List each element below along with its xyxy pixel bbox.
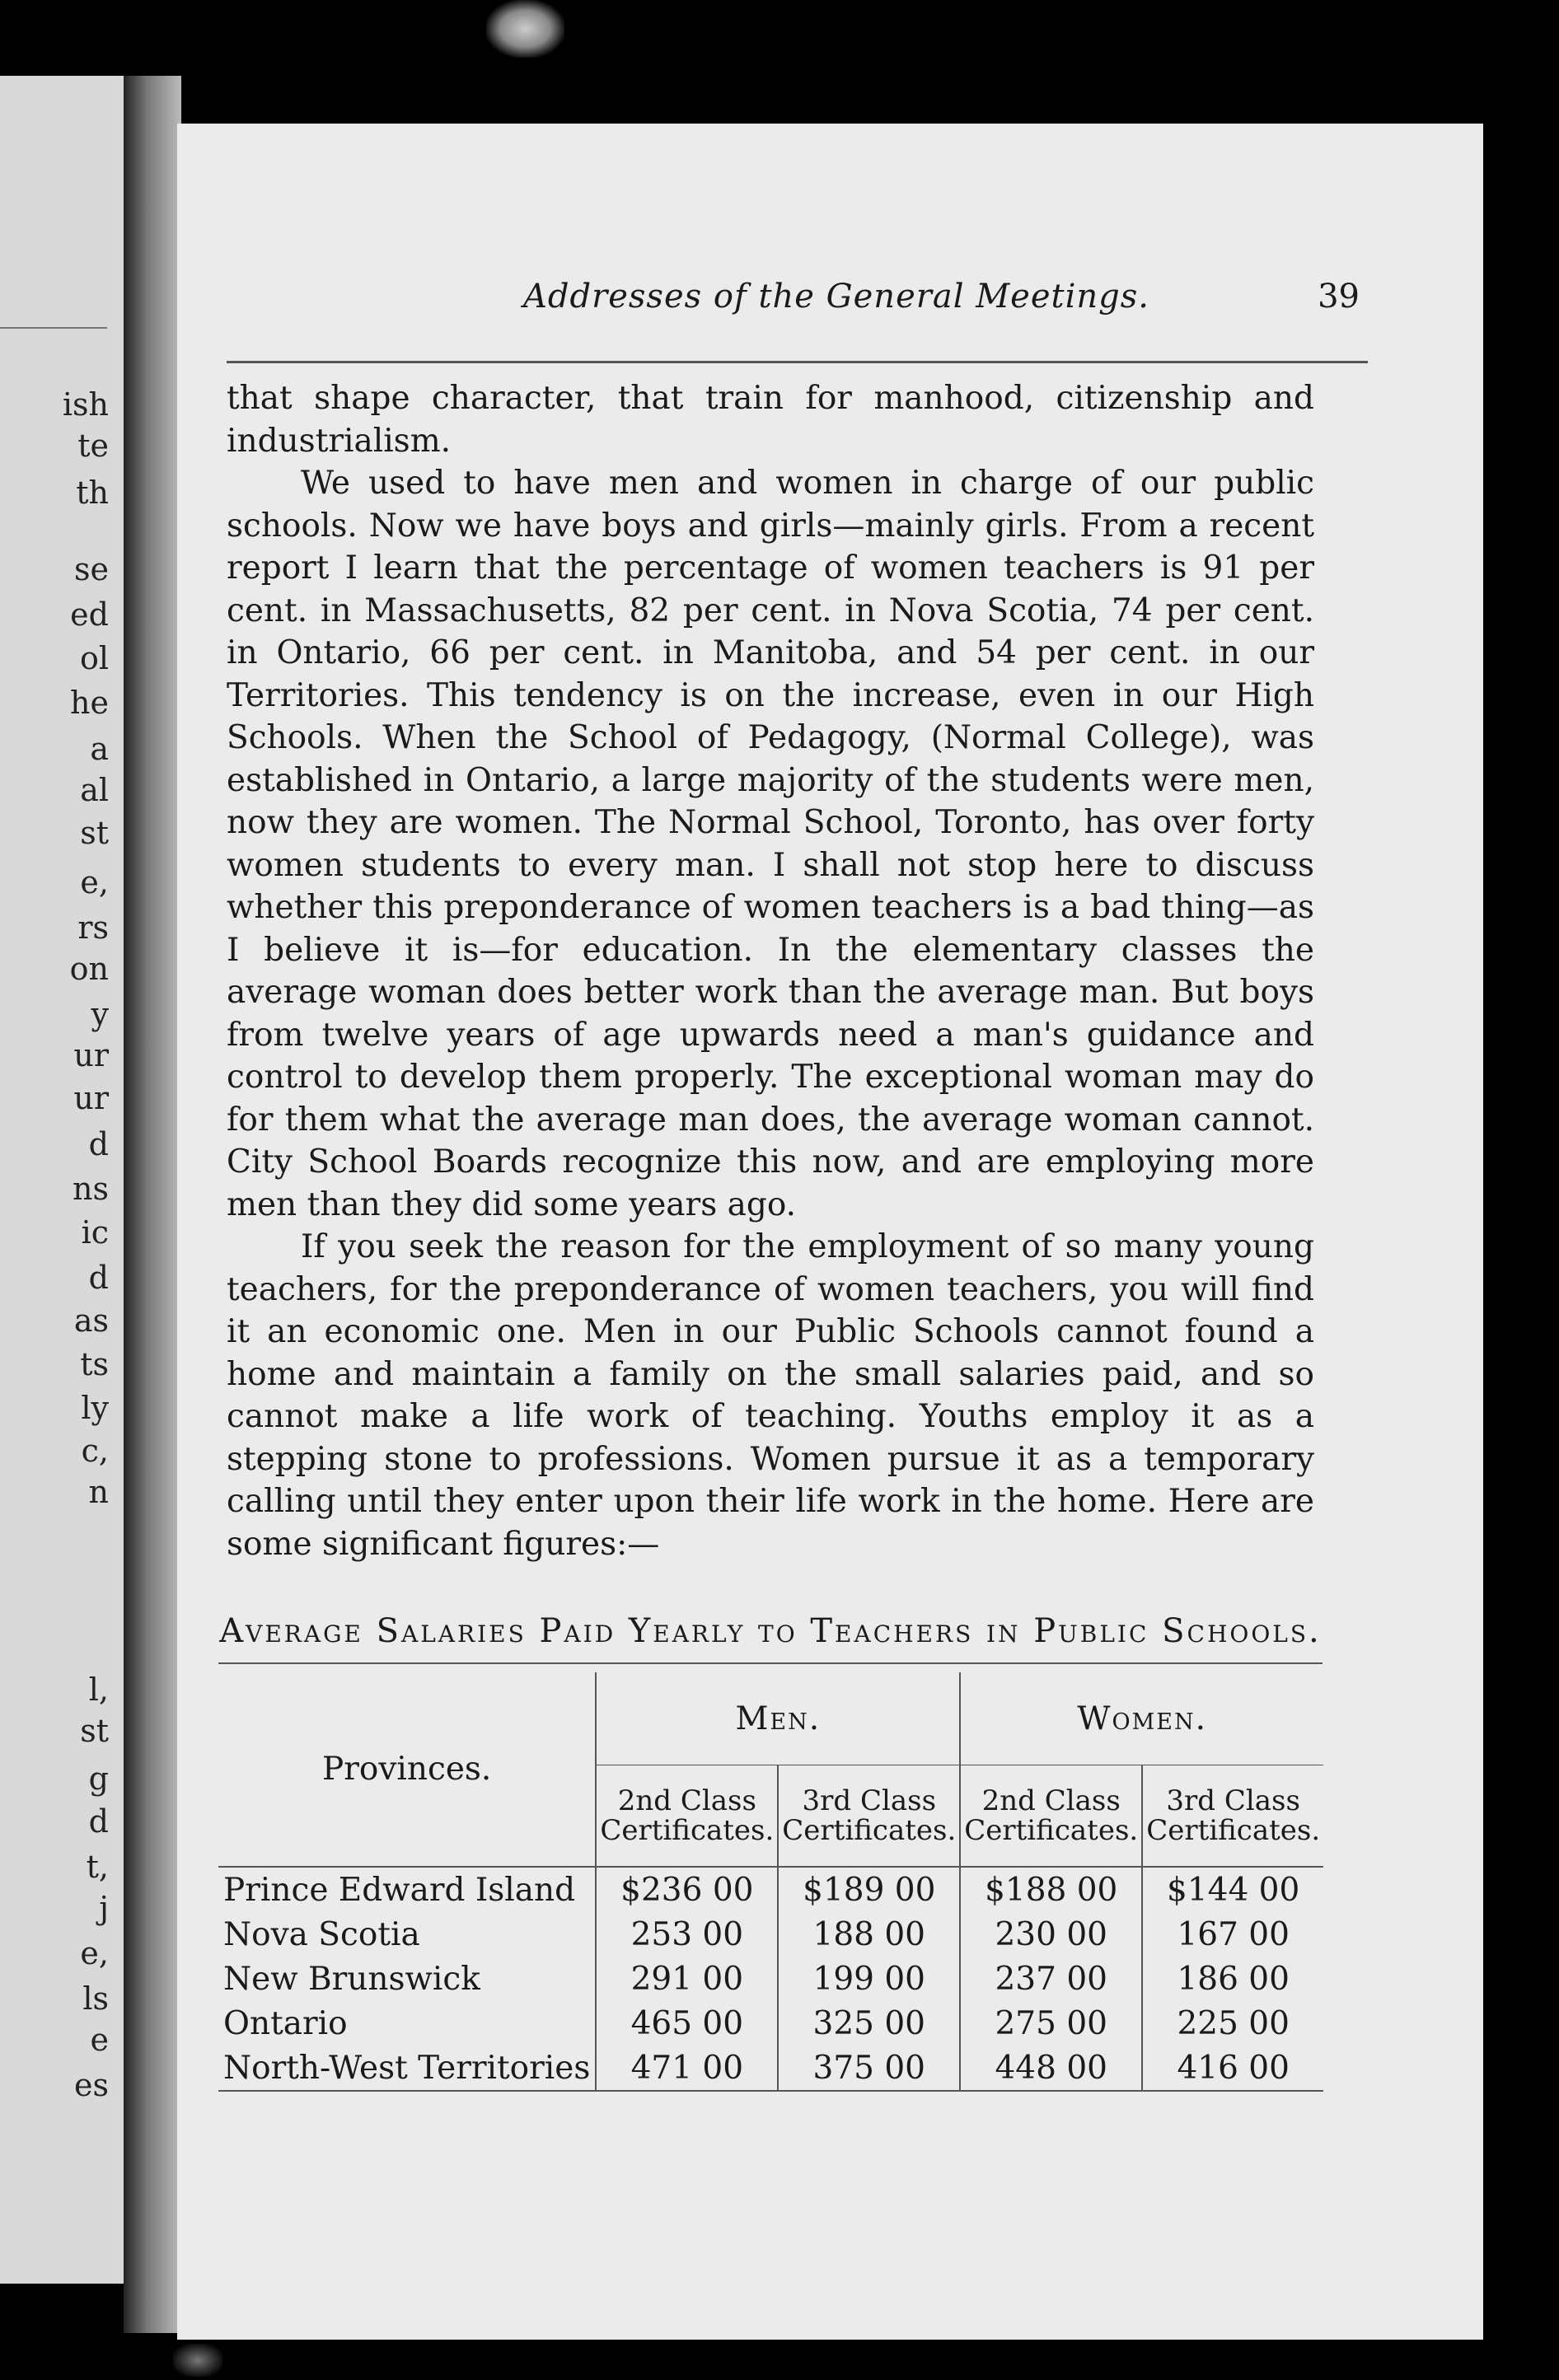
province-name: Nova Scotia xyxy=(223,1915,420,1953)
facing-page-fragment: ts xyxy=(80,1346,109,1382)
salary-cell: 253 00 xyxy=(596,1912,778,1957)
salary-cell: 375 00 xyxy=(778,2046,960,2091)
facing-page-rule xyxy=(0,327,107,329)
facing-page-edge xyxy=(0,76,132,2284)
page-number: 39 xyxy=(1318,278,1360,316)
facing-page-fragment: ur xyxy=(73,1080,109,1116)
salary-cell: 230 00 xyxy=(960,1912,1142,1957)
facing-page-fragment: es xyxy=(74,2067,109,2103)
salary-cell: $189 00 xyxy=(778,1867,960,1912)
table-row xyxy=(218,1867,1323,1912)
province-name: Prince Edward Island xyxy=(223,1871,576,1909)
provinces-header: Provinces. xyxy=(218,1672,596,1867)
facing-page-fragment: t, xyxy=(86,1849,109,1885)
facing-page-fragment: he xyxy=(70,685,109,721)
facing-page-fragment: ls xyxy=(82,1980,109,2017)
book-gutter xyxy=(124,76,181,2333)
facing-page-fragment: st xyxy=(80,1713,109,1749)
salary-cell: 471 00 xyxy=(596,2046,778,2091)
facing-page-fragment: as xyxy=(73,1302,109,1339)
facing-page-fragment: l, xyxy=(88,1672,109,1708)
salary-rows xyxy=(218,1867,1323,2091)
salary-cell: 225 00 xyxy=(1142,2001,1323,2046)
running-head xyxy=(177,278,1483,327)
men-header: Men. xyxy=(596,1672,960,1765)
facing-page-fragment: d xyxy=(88,1126,109,1162)
salary-cell: 325 00 xyxy=(778,2001,960,2046)
women-2nd-class-header: 2nd Class Certificates. xyxy=(960,1765,1142,1868)
facing-page-fragment: e, xyxy=(80,864,109,900)
salary-cell: 416 00 xyxy=(1142,2046,1323,2091)
men-3rd-class-header: 3rd Class Certificates. xyxy=(778,1765,960,1868)
salary-cell: 199 00 xyxy=(778,1957,960,2001)
salary-cell: $188 00 xyxy=(960,1867,1142,1912)
women-3rd-class-header: 3rd Class Certificates. xyxy=(1142,1765,1323,1868)
book-page xyxy=(177,124,1483,2340)
province-name: New Brunswick xyxy=(223,1960,480,1998)
scan-smudge-bottom xyxy=(173,2344,222,2377)
table-row xyxy=(218,2001,1323,2046)
salary-cell: 188 00 xyxy=(778,1912,960,1957)
facing-page-fragment: d xyxy=(88,1260,109,1296)
salary-cell: 186 00 xyxy=(1142,1957,1323,2001)
facing-page-fragment: e xyxy=(90,2022,109,2058)
facing-page-fragment: a xyxy=(90,731,109,767)
facing-page-fragment: ur xyxy=(73,1037,109,1073)
facing-page-fragment: ed xyxy=(70,596,109,633)
paragraph: If you seek the reason for the employment of so many young teachers, for the preponderance of women teachers, you will find it an economic one. Men in our Public Schools cannot found a home and maintain a family on the small salaries paid, and so cannot make a life work of teaching. Youths employ it as a stepping stone to professions. Women pursue it as a temporary calling until they enter upon their life work in the home. Here are some significant figures:— xyxy=(227,1228,1314,1563)
table-title: Average Salaries Paid Yearly to Teachers in Public Schools. xyxy=(219,1612,1322,1650)
province-name: North-West Territories xyxy=(218,2046,596,2091)
scan-smudge-top xyxy=(486,0,564,58)
facing-page-fragment: j xyxy=(99,1890,109,1926)
facing-page-fragment: ol xyxy=(79,640,109,676)
salary-cell: 237 00 xyxy=(960,1957,1142,2001)
salary-cell: $236 00 xyxy=(596,1867,778,1912)
facing-page-fragment: ic xyxy=(81,1214,109,1251)
header-rule xyxy=(227,361,1368,363)
salary-cell: 291 00 xyxy=(596,1957,778,2001)
facing-page-fragment: st xyxy=(80,815,109,851)
table-title-rule xyxy=(218,1662,1323,1664)
facing-page-fragment: d xyxy=(88,1803,109,1840)
facing-page-fragment: ish xyxy=(62,386,109,423)
facing-page-fragment: e, xyxy=(80,1935,109,1971)
facing-page-fragment: c, xyxy=(81,1433,109,1469)
facing-page-fragment: te xyxy=(77,428,109,464)
facing-page-fragment: y xyxy=(91,996,109,1032)
table-row xyxy=(218,1912,1323,1957)
salary-cell: 448 00 xyxy=(960,2046,1142,2091)
facing-page-fragment: ly xyxy=(81,1390,109,1426)
salary-table xyxy=(218,1672,1323,2092)
table-row xyxy=(218,2046,1323,2091)
facing-page-fragment: g xyxy=(88,1760,109,1797)
paragraph: We used to have men and women in charge of our public schools. Now we have boys and girls—mainly girls. From a recent report I learn that the percentage of women teachers is 91 per cent. in Massachusetts, 82 per cent. in Nova Scotia, 74 per cent. in Ontario, 66 per cent. in Manitoba, and 54 per cent. in our Territories. This tendency is on the increase, even in our High Schools. When the School of Pedagogy, (Normal College), was established in Ontario, a large majority of the students were men, now they are women. The Normal School, Toronto, has over forty women students to every man. I shall not stop here to discuss whether this preponderance of women teachers is a bad thing—as I believe it is—for education. In the elementary classes the average woman does better work than the average man. But boys from twelve years of age upwards need a man's guidance and control to develop them properly. The exceptional woman may do for them what the average man does, the average woman cannot. City School Boards recognize this now, and are employing more men than they did some years ago. xyxy=(227,465,1314,1223)
men-2nd-class-header: 2nd Class Certificates. xyxy=(596,1765,778,1868)
facing-page-fragment: al xyxy=(80,772,109,808)
running-head-title: Addresses of the General Meetings. xyxy=(523,278,1149,316)
salary-cell: $144 00 xyxy=(1142,1867,1323,1912)
table-row xyxy=(218,1957,1323,2001)
facing-page-fragment: rs xyxy=(77,909,109,946)
salary-cell: 167 00 xyxy=(1142,1912,1323,1957)
facing-page-fragment: se xyxy=(74,551,109,587)
paragraph: that shape character, that train for manhood, citizenship and industrialism. xyxy=(227,380,1314,460)
women-header: Women. xyxy=(960,1672,1323,1765)
facing-page-fragment: th xyxy=(76,475,109,511)
salary-cell: 465 00 xyxy=(596,2001,778,2046)
province-name: Ontario xyxy=(223,2004,348,2042)
facing-page-fragment: on xyxy=(69,951,109,987)
body-text xyxy=(227,377,1314,1565)
facing-page-fragment: n xyxy=(88,1474,109,1510)
facing-page-fragment: ns xyxy=(73,1171,109,1207)
salary-cell: 275 00 xyxy=(960,2001,1142,2046)
